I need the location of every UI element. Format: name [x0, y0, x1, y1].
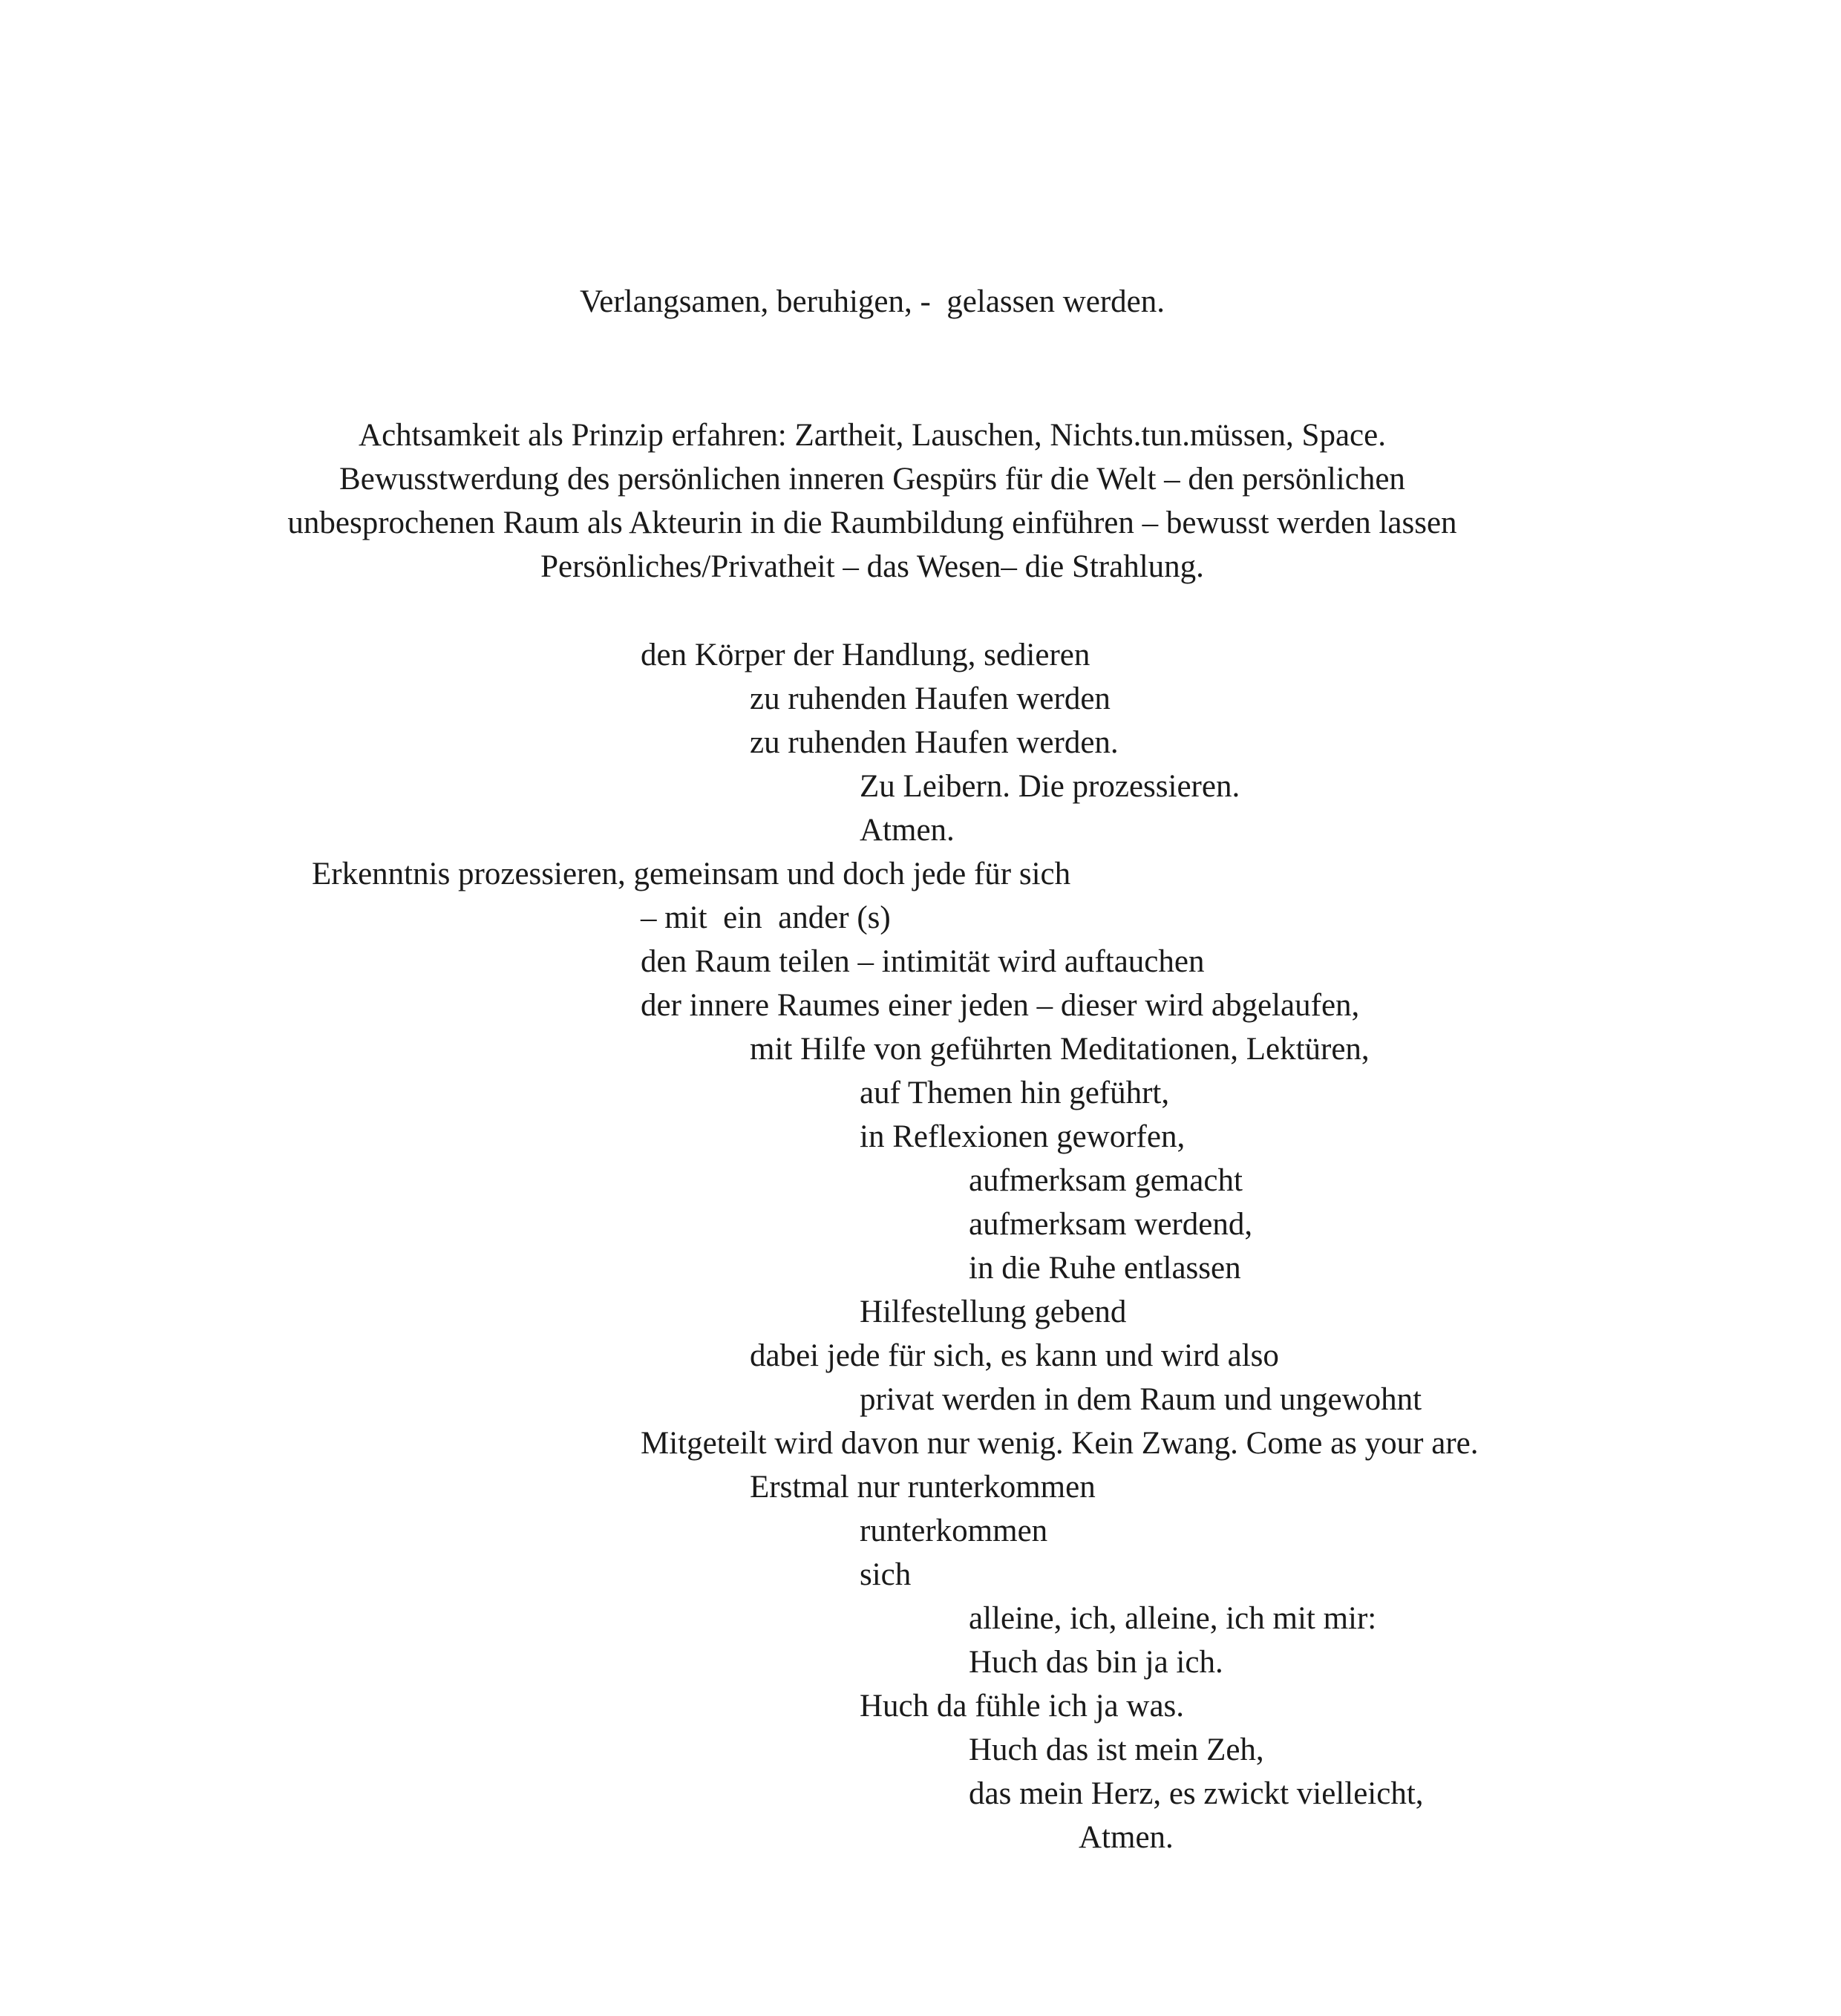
poem-line: auf Themen hin geführt, — [860, 1076, 1170, 1110]
poem-line: der innere Raumes einer jeden – dieser wird abgelaufen, — [641, 988, 1360, 1023]
poem-line: Erstmal nur runterkommen — [750, 1470, 1096, 1505]
poem-line: Erkenntnis prozessieren, gemeinsam und doch jede für sich — [312, 857, 1071, 891]
poem-line: Atmen. — [860, 813, 955, 848]
poem-line: Mitgeteilt wird davon nur wenig. Kein Zwang. Come as your are. — [641, 1426, 1479, 1461]
poem-line: sich — [860, 1557, 912, 1592]
intro-line: Persönliches/Privatheit – das Wesen– die Strahlung. — [540, 549, 1204, 584]
intro-line: Achtsamkeit als Prinzip erfahren: Zartheit, Lauschen, Nichts.tun.müssen, Space. — [359, 418, 1386, 453]
poem-line: in die Ruhe entlassen — [969, 1251, 1241, 1286]
poem-line: Huch das bin ja ich. — [969, 1645, 1223, 1680]
poem-line: Zu Leibern. Die prozessieren. — [860, 769, 1240, 804]
intro-line: Bewusstwerdung des persönlichen inneren Gespürs für die Welt – den persönlichen — [339, 462, 1405, 497]
poem-line: aufmerksam gemacht — [969, 1163, 1243, 1198]
poem-line: mit Hilfe von geführten Meditationen, Lektüren, — [750, 1032, 1370, 1067]
poem-line: Huch da fühle ich ja was. — [860, 1689, 1185, 1724]
poem-line: zu ruhenden Haufen werden — [750, 681, 1111, 716]
poem-line: Huch das ist mein Zeh, — [969, 1732, 1264, 1767]
poem-line: privat werden in dem Raum und ungewohnt — [860, 1382, 1422, 1417]
poem-line: alleine, ich, alleine, ich mit mir: — [969, 1601, 1377, 1636]
poem-line: den Körper der Handlung, sedieren — [641, 638, 1090, 672]
intro-line: unbesprochenen Raum als Akteurin in die Raumbildung einführen – bewusst werden lassen — [287, 505, 1457, 540]
poem-line: Hilfestellung gebend — [860, 1295, 1127, 1329]
poem-line: dabei jede für sich, es kann und wird also — [750, 1338, 1279, 1373]
poem-line: das mein Herz, es zwickt vielleicht, — [969, 1776, 1424, 1811]
heading-line: Verlangsamen, beruhigen, - gelassen werden. — [579, 284, 1165, 319]
poem-line: runterkommen — [860, 1513, 1048, 1548]
poem-line: den Raum teilen – intimität wird auftauchen — [641, 944, 1205, 979]
poem-line: Atmen. — [1079, 1820, 1174, 1855]
poem-line: zu ruhenden Haufen werden. — [750, 725, 1119, 760]
poem-line: in Reflexionen geworfen, — [860, 1119, 1186, 1154]
poem-line: aufmerksam werdend, — [969, 1207, 1253, 1242]
poem-line: – mit ein ander (s) — [641, 900, 891, 935]
